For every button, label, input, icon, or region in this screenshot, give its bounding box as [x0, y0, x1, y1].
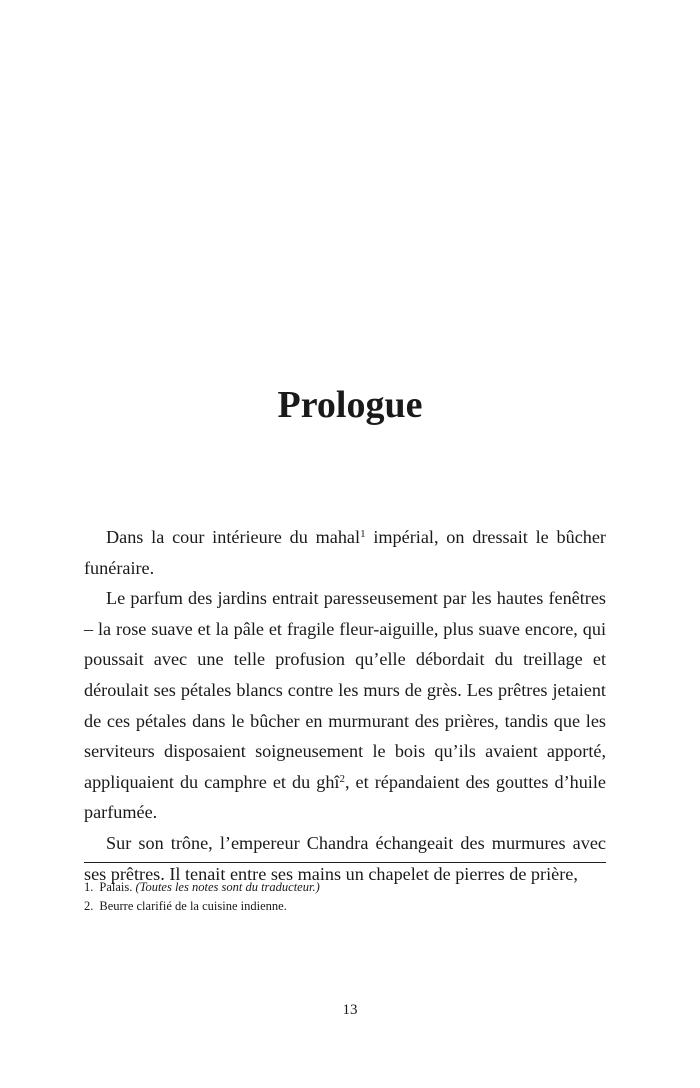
paragraph-text: impérial, on dressait le bûcher funéraire.	[84, 527, 606, 578]
footnotes	[84, 878, 606, 916]
chapter-title: Prologue	[277, 384, 423, 426]
footnote	[84, 878, 606, 897]
footnote-text: Palais.	[99, 880, 133, 894]
paragraph-text: Sur son trône, l’empereur Chandra échangeait des murmures avec ses prêtres. Il tenait entre ses mains un chapelet de pierres de prière,	[84, 832, 606, 884]
paragraph	[84, 583, 606, 828]
footnote-number: 2.	[84, 899, 94, 913]
paragraph	[84, 522, 606, 583]
footnote-divider	[84, 862, 606, 863]
paragraph-text: Le parfum des jardins entrait paresseusement par les hautes fenêtres – la rose suave et la pâle et fragile fleur-aiguille, plus suave encore, qui poussait avec une telle profusion qu’elle débordait du treillage et déroulait ses pétales blancs contre les murs de grès. Les prêtres jetaient de ces pétales dans le bûcher en murmurant des prières, tandis que les serviteurs disposaient soigneusement le bois qu’ils avaient apporté, appliquaient du camphre et du ghî	[84, 588, 606, 792]
body-text	[84, 522, 606, 889]
footnote-italic-text: (Toutes les notes sont du traducteur.)	[135, 880, 320, 894]
footnote-number: 1.	[84, 880, 94, 894]
paragraph-text: Dans la cour intérieure du mahal	[106, 527, 361, 547]
footnote-text: Beurre clarifié de la cuisine indienne.	[99, 899, 287, 913]
paragraph-text: , et répandaient des gouttes d’huile parfumée.	[84, 771, 606, 823]
page-number: 13	[342, 1002, 358, 1018]
footnote-ref: 2	[339, 772, 345, 785]
footnote-ref: 1	[360, 528, 366, 540]
footnote	[84, 897, 606, 916]
